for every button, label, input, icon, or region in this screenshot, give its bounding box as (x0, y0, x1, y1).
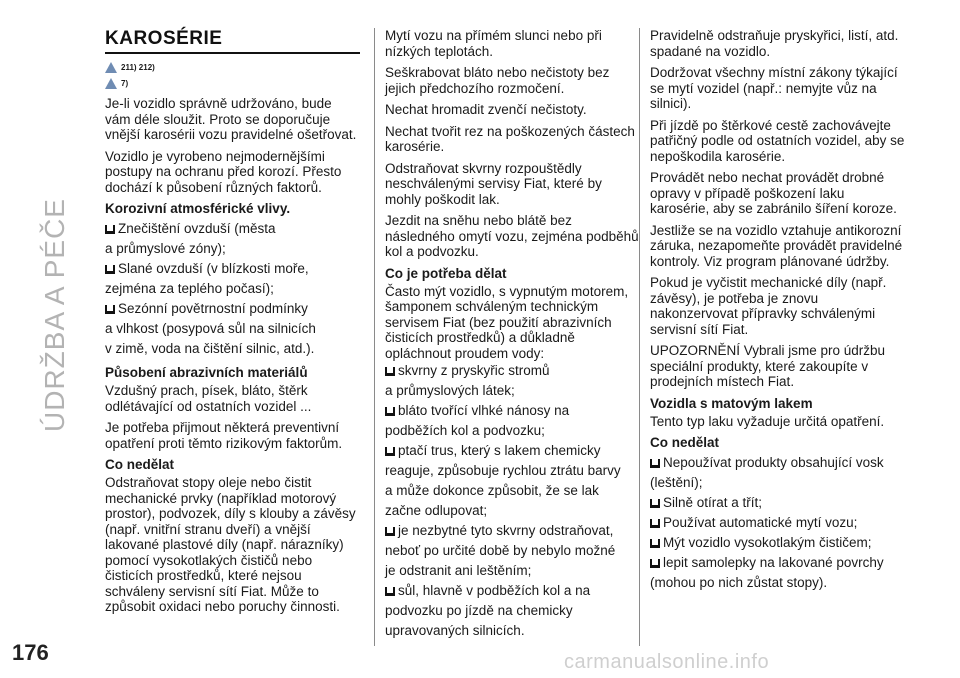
column-3 (650, 28, 905, 599)
subheading: Vozidla s matovým lakem (650, 395, 813, 411)
bullet-icon (650, 499, 660, 508)
warning-reference: 7) (105, 76, 360, 90)
subheading: Co nedělat (105, 457, 175, 472)
paragraph: Vozidlo je vyrobeno nejmodernějšími postupy na ochranu před korozí. Přesto dochází k působení různých faktorů. (105, 148, 342, 195)
list-item: je nezbytné tyto skvrny odstraňovat, (385, 521, 640, 541)
list-item: Silně otírat a třít; (650, 493, 905, 513)
paragraph: Při jízdě po štěrkové cestě zachovávejte patřičný podle od ostatních vozidel, aby se nepoškodila karosérie. (650, 117, 905, 164)
list-item: sůl, hlavně v podběžích kol a na (385, 581, 640, 601)
list-item: podběžích kol a podvozku; (385, 423, 545, 438)
bullet-icon (385, 587, 395, 596)
subheading: Působení abrazivních materiálů (105, 365, 308, 380)
list-item: je odstranit ani leštěním; (385, 563, 532, 578)
list-item: a průmyslových látek; (385, 383, 515, 398)
list-item: bláto tvořící vlhké nánosy na (385, 401, 640, 421)
column-divider (374, 28, 375, 646)
column-1 (105, 28, 360, 621)
list-item: zejména za teplého počasí); (105, 281, 274, 296)
list-item: ptačí trus, který s lakem chemicky (385, 441, 640, 461)
paragraph: Pravidelně odstraňuje pryskyřici, listí, atd. spadané na vozidlo. (650, 28, 899, 59)
list-item: Znečištění ovzduší (města (105, 219, 360, 239)
bullet-list (650, 453, 905, 593)
list-item: Sezónní povětrnostní podmínky (105, 299, 360, 319)
paragraph: Často mýt vozidlo, s vypnutým motorem, šamponem schváleným technickým servisem Fiat (bez použití abrazivních čisticích prostředků) a důkladně opláchnout proudem vody: (385, 283, 629, 361)
page-number: 176 (12, 640, 49, 665)
bullet-icon (105, 305, 115, 314)
paragraph: Odstraňovat stopy oleje nebo čistit mechanické prvky (například motorový prostor), podvozek, díly s klouby a závěsy (např. vnitřní stranu dveří) a vnější lakované plastové díly (např. nárazníky) pomocí vysokotlakých čističů nebo čisticích prostředků, které nejsou schváleny servisní sítí Fiat. Může to způsobit oxidaci nebo poruchy činnosti. (105, 475, 356, 614)
list-item: (leštění); (650, 475, 703, 490)
warning-icon (105, 62, 117, 73)
list-item: neboť po určité době by nebylo možné (385, 543, 616, 558)
list-item: Nepoužívat produkty obsahující vosk (650, 453, 905, 473)
list-item: Slané ovzduší (v blízkosti moře, (105, 259, 360, 279)
bullet-icon (385, 407, 395, 416)
paragraph: Je potřeba přijmout některá preventivní opatření proti těmto rizikovým faktorům. (105, 420, 343, 451)
paragraph: Provádět nebo nechat provádět drobné opravy v případě poškození laku karosérie, aby se zabránilo šíření koroze. (650, 170, 897, 216)
list-item: lepit samolepky na lakované povrchy (650, 553, 905, 573)
list-item: začne odlupovat; (385, 503, 488, 518)
section-title: KAROSÉRIE (105, 28, 360, 54)
subheading: Korozivní atmosférické vlivy. (105, 201, 291, 216)
list-item: Mýt vozidlo vysokotlakým čističem; (650, 533, 905, 553)
list-item: a může dokonce způsobit, že se lak (385, 483, 599, 498)
paragraph: Pokud je vyčistit mechanické díly (např. závěsy), je potřeba je znovu nakonzervovat přípravky schválenými servisní sítí Fiat. (650, 275, 887, 337)
watermark: carmanualsonline.info (564, 651, 770, 673)
warning-reference: 211) 212) (105, 60, 360, 74)
warning-icon (105, 78, 117, 89)
list-item: v zimě, voda na čištění silnic, atd.). (105, 341, 315, 356)
bullet-icon (650, 459, 660, 468)
list-item: podvozku po jízdě na chemicky (385, 603, 573, 618)
column-2 (385, 28, 640, 647)
bullet-list (385, 361, 640, 641)
paragraph: Nechat hromadit zvenčí nečistoty. (385, 102, 587, 117)
paragraph: Nechat tvořit rez na poškozených částech karosérie. (385, 123, 635, 154)
side-section-title: ÚDRŽBA A PÉČE (39, 198, 70, 432)
paragraph: Vzdušný prach, písek, bláto, štěrk odlétávající od ostatních vozidel ... (105, 383, 312, 414)
notice-paragraph: UPOZORNĚNÍ Vybrali jsme pro údržbu speciální produkty, které zakoupíte v prodejních místech Fiat. (650, 343, 886, 389)
paragraph: Je-li vozidlo správně udržováno, bude vám déle sloužit. Proto se doporučuje vnější karosérii vozu pravidelné ošetřovat. (105, 96, 357, 142)
paragraph: Dodržovat všechny místní zákony týkající se mytí vozidel (např.: nemyjte vůz na silnici). (650, 65, 898, 111)
bullet-list (105, 219, 360, 359)
subheading: Co je potřeba dělat (385, 265, 507, 281)
list-item: skvrny z pryskyřic stromů (385, 361, 640, 381)
bullet-icon (385, 447, 395, 456)
paragraph: Jezdit na sněhu nebo blátě bez následného omytí vozu, zejména podběhů kol a podvozku. (385, 213, 639, 259)
list-item: Používat automatické mytí vozu; (650, 513, 905, 533)
list-item: a vlhkost (posypová sůl na silnicích (105, 321, 316, 336)
paragraph: Jestliže se na vozidlo vztahuje antikorozní záruka, nezapomeňte provádět pravidelné kontroly. Viz program plánované údržby. (650, 222, 903, 269)
bullet-icon (385, 527, 395, 536)
subheading: Co nedělat (650, 435, 720, 450)
bullet-icon (105, 225, 115, 234)
paragraph: Seškrabovat bláto nebo nečistoty bez jejich předchozího rozmočení. (385, 65, 610, 96)
paragraph: Tento typ laku vyžaduje určitá opatření. (650, 413, 885, 429)
bullet-icon (650, 539, 660, 548)
bullet-icon (105, 265, 115, 274)
bullet-icon (650, 519, 660, 528)
list-item: upravovaných silnicích. (385, 623, 525, 638)
paragraph: Odstraňovat skvrny rozpouštědly neschválenými servisy Fiat, které by mohly poškodit lak. (385, 160, 602, 207)
list-item: reaguje, způsobuje rychlou ztrátu barvy (385, 463, 621, 478)
paragraph: Mytí vozu na přímém slunci nebo při nízkých teplotách. (385, 28, 602, 59)
list-item: a průmyslové zóny); (105, 241, 226, 256)
bullet-icon (650, 559, 660, 568)
bullet-icon (385, 367, 395, 376)
list-item: (mohou po nich zůstat stopy). (650, 575, 828, 590)
